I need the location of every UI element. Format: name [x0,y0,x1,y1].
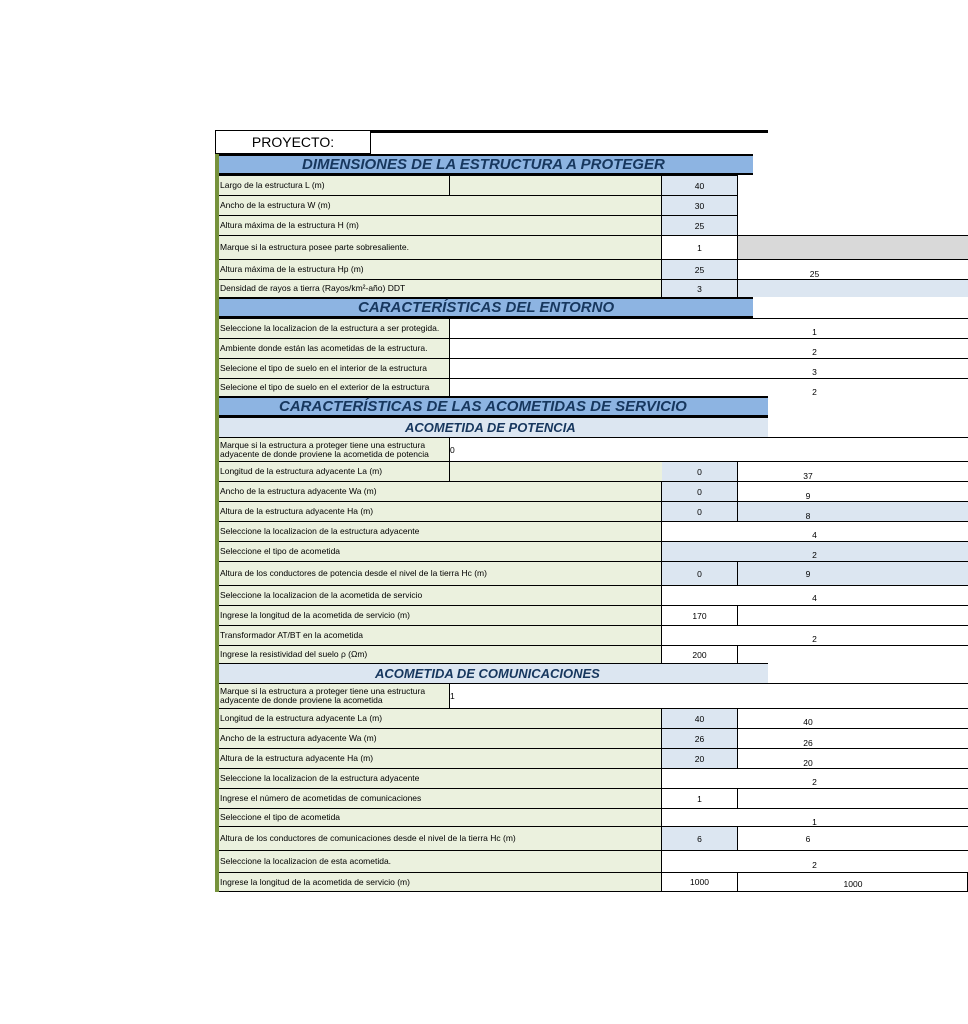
row-label: Ancho de la estructura adyacente Wa (m) [219,728,662,748]
row-label: Ingrese el número de acometidas de comunicaciones [219,788,662,808]
subsection-title-potencia: ACOMETIDA DE POTENCIA [219,417,768,437]
row-label: Densidad de rayos a tierra (Rayos/km²-año) DDT [219,279,662,297]
value-cell[interactable]: 200 [662,645,738,663]
select-cell[interactable]: 2 [662,850,968,872]
row-label: Seleccione la localizacion de la estructura a ser protegida. [219,318,450,338]
row-label: Longitud de la estructura adyacente La (m) [219,708,662,728]
section-title-entorno: CARACTERÍSTICAS DEL ENTORNO [219,297,753,318]
subsection-title-comunicaciones: ACOMETIDA DE COMUNICACIONES [219,663,768,683]
value-cell[interactable]: 0 [450,437,968,461]
row-label: Ancho de la estructura W (m) [219,195,662,215]
select-cell[interactable]: 2 [662,768,968,788]
select-cell[interactable]: 2 [450,378,968,396]
computed-cell [738,279,968,297]
row-label: Marque si la estructura posee parte sobresaliente. [219,235,662,259]
row-label: Seleccione el tipo de acometida [219,808,662,826]
value-cell[interactable]: 1 [662,235,738,259]
value-cell[interactable]: 0 [662,481,738,501]
select-cell[interactable]: 2 [662,541,968,561]
row-label: Ingrese la longitud de la acometida de servicio (m) [219,872,662,892]
select-cell[interactable]: 2 [450,338,968,358]
row-label: Marque si la estructura a proteger tiene una estructura adyacente de donde proviene la acometida de potencia [219,437,450,461]
select-cell[interactable]: 4 [662,585,968,605]
value-cell[interactable]: 1 [662,788,738,808]
row-label: Ingrese la longitud de la acometida de servicio (m) [219,605,662,625]
row-label: Seleccione el tipo de acometida [219,541,662,561]
computed-cell [738,645,968,663]
value-cell[interactable]: 26 [662,728,738,748]
value-cell[interactable]: 25 [662,215,738,235]
row-label: Altura de la estructura adyacente Ha (m) [219,501,662,521]
computed-cell [738,235,968,259]
select-cell[interactable]: 1 [450,318,968,338]
row-label: Seleccione la localizacion de la estructura adyacente [219,521,662,541]
row-label: Largo de la estructura L (m) [219,175,450,195]
row-label: Seleccione la localizacion de la estructura adyacente [219,768,662,788]
computed-cell: 1000 [738,872,968,892]
computed-cell: 9 [738,481,968,501]
computed-cell: 20 [738,748,968,768]
computed-cell: 26 [738,728,968,748]
row-label: Seleccione la localizacion de la acometida de servicio [219,585,662,605]
select-cell[interactable]: 3 [450,358,968,378]
value-cell[interactable]: 6 [662,826,738,850]
row-label: Seleccione la localizacion de esta acometida. [219,850,662,872]
row-label: Marque si la estructura a proteger tiene una estructura adyacente de donde proviene la acometida [219,683,450,708]
row-label: Altura máxima de la estructura Hp (m) [219,259,662,279]
value-cell[interactable]: 1 [450,683,968,708]
project-label: PROYECTO: [215,130,371,154]
value-cell[interactable]: 0 [662,461,738,481]
select-cell[interactable]: 4 [662,521,968,541]
value-cell[interactable]: 20 [662,748,738,768]
row-label: Altura de los conductores de comunicaciones desde el nivel de la tierra Hc (m) [219,826,662,850]
computed-cell: 25 [738,259,968,279]
value-cell[interactable]: 40 [662,175,738,195]
spreadsheet [215,130,863,892]
row-label: Altura máxima de la estructura H (m) [219,215,662,235]
value-cell[interactable]: 40 [662,708,738,728]
value-cell[interactable]: 0 [662,501,738,521]
select-cell[interactable]: 1 [662,808,968,826]
project-name-cell[interactable] [371,130,768,154]
row-label: Ambiente donde están las acometidas de la estructura. [219,338,450,358]
computed-cell: 8 [738,501,968,521]
value-cell[interactable]: 30 [662,195,738,215]
row-label: Selecione el tipo de suelo en el exterior de la estructura [219,378,450,396]
value-cell[interactable]: 1000 [662,872,738,892]
computed-cell: 9 [738,561,968,585]
computed-cell [738,605,968,625]
row-label-fill [450,175,662,195]
value-cell[interactable]: 25 [662,259,738,279]
value-cell[interactable]: 0 [662,561,738,585]
row-label: Ancho de la estructura adyacente Wa (m) [219,481,662,501]
row-label: Altura de los conductores de potencia desde el nivel de la tierra Hc (m) [219,561,662,585]
section-title-dimensiones: DIMENSIONES DE LA ESTRUCTURA A PROTEGER [219,154,753,175]
computed-cell: 40 [738,708,968,728]
row-label: Longitud de la estructura adyacente La (m) [219,461,450,481]
computed-cell: 6 [738,826,968,850]
section-title-acometidas: CARACTERÍSTICAS DE LAS ACOMETIDAS DE SERVICIO [219,396,768,417]
row-label: Ingrese la resistividad del suelo ρ (Ωm) [219,645,662,663]
value-cell[interactable]: 170 [662,605,738,625]
select-cell[interactable]: 2 [662,625,968,645]
value-cell[interactable]: 3 [662,279,738,297]
computed-cell [738,788,968,808]
row-label: Selecione el tipo de suelo en el interior de la estructura [219,358,450,378]
row-label: Transformador AT/BT en la acometida [219,625,662,645]
computed-cell: 37 [738,461,968,481]
row-label: Altura de la estructura adyacente Ha (m) [219,748,662,768]
